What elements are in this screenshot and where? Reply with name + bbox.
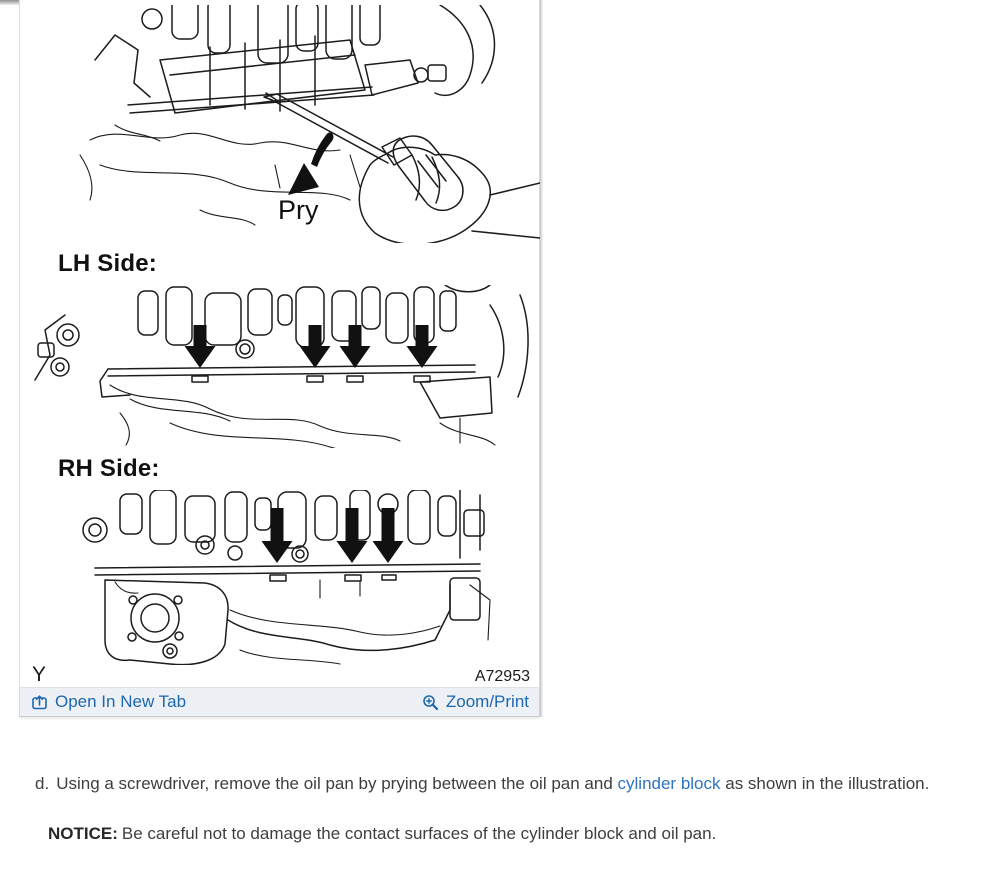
step-text-after-link: as shown in the illustration.	[720, 774, 930, 793]
figure-toolbar	[20, 687, 539, 717]
notice-paragraph	[48, 822, 968, 846]
lh-side-illustration	[20, 285, 540, 448]
lh-side-heading: LH Side:	[58, 250, 157, 277]
notice-text: Be careful not to damage the contact surfaces of the cylinder block and oil pan.	[121, 824, 717, 843]
pry-illustration	[20, 5, 540, 243]
zoom-print-link[interactable]	[422, 692, 529, 712]
figure-reference-code: A72953	[474, 668, 530, 685]
step-marker: d.	[35, 774, 50, 793]
rh-pry-point-arrows	[262, 508, 404, 563]
figure-caption-row	[20, 665, 539, 687]
magnifier-plus-icon	[422, 694, 439, 711]
pry-label: Pry	[278, 195, 319, 225]
rh-side-illustration	[20, 490, 540, 665]
procedure-step-d	[35, 772, 985, 796]
figure-corner-label: Y	[32, 663, 47, 686]
open-in-new-tab-link[interactable]	[31, 692, 186, 712]
cylinder-block-link[interactable]: cylinder block	[617, 774, 721, 793]
open-in-new-tab-label: Open In New Tab	[55, 692, 187, 711]
notice-label: NOTICE:	[48, 824, 118, 843]
zoom-print-label: Zoom/Print	[445, 692, 529, 711]
open-in-new-tab-icon	[31, 694, 48, 711]
rh-side-heading: RH Side:	[58, 455, 160, 482]
step-text-before-link: Using a screwdriver, remove the oil pan by prying between the oil pan and	[56, 774, 618, 793]
illustration-panel	[19, 0, 539, 717]
lh-pry-point-arrows	[185, 325, 438, 368]
